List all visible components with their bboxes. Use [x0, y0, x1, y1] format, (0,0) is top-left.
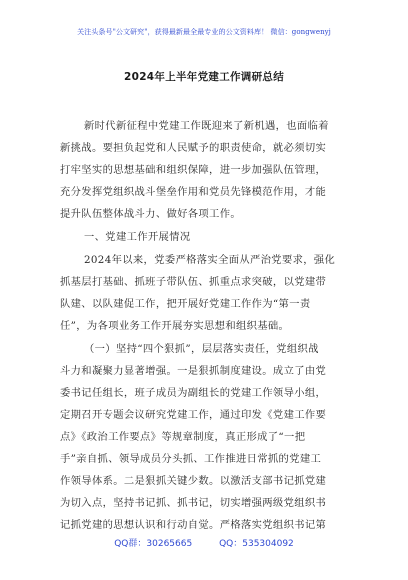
body-line: 抓基层打基础、抓班子带队伍、抓重点求突破，以党建带 [60, 276, 327, 288]
body-line: 点》《政治工作要点》等规章制度，真正形成了“一把 [60, 431, 306, 443]
body-line: 队建、以队建促工作，把开展好党建工作作为“第一责 [60, 298, 311, 310]
body-line: 新时代新征程中党建工作既迎来了新机遇，也面临着 [84, 120, 329, 132]
body-line: 记抓党建的思想认识和行动自觉。严格落实党组织书记第 [60, 519, 327, 531]
footer-qq: QQ：535304092 [219, 539, 294, 549]
footer-contact [0, 536, 408, 549]
body-line: 为切入点，坚持书记抓、抓书记，切实增强两级党组织书 [60, 497, 327, 509]
body-line: 打牢坚实的思想基础和组织保障，进一步加强队伍管理， [60, 164, 327, 176]
header-note: 关注头条号"公文研究"，获得最新最全最专业的公文资料库！ 微信：gongwenyj [77, 27, 331, 36]
body-line: 任”，为各项业务工作开展夯实思想和组织基础。 [60, 320, 290, 332]
body-line: 委书记任组长，班子成员为副组长的党建工作领导小组， [60, 387, 327, 399]
footer-qq-group: QQ群：30265665 [114, 539, 193, 549]
body-line: 充分发挥党组织战斗堡垒作用和党员先锋模范作用，才能 [60, 186, 327, 198]
document-title: 2024年上半年党建工作调研总结 [123, 71, 285, 83]
body-line: 新挑战。要担负起党和人民赋予的职责使命，就必须切实 [60, 142, 327, 154]
body-line: （一）坚持“四个狠抓”，层层落实责任，党组织战 [84, 343, 319, 355]
body-line: 定期召开专题会议研究党建工作，通过印发《党建工作要 [60, 409, 327, 421]
body-line: 2024年以来，党委严格落实全面从严治党要求，强化 [84, 254, 336, 266]
section-heading: 一、党建工作开展情况 [84, 231, 191, 243]
body-line: 作领导体系。二是狠抓关键少数。以激活支部书记抓党建 [60, 475, 327, 487]
body-line: 手”亲自抓、领导成员分头抓、工作推进日常抓的党建工 [60, 453, 322, 465]
body-line: 斗力和凝聚力显著增强。一是狠抓制度建设。成立了由党 [60, 365, 327, 377]
body-line: 提升队伍整体战斗力、做好各项工作。 [60, 208, 241, 220]
